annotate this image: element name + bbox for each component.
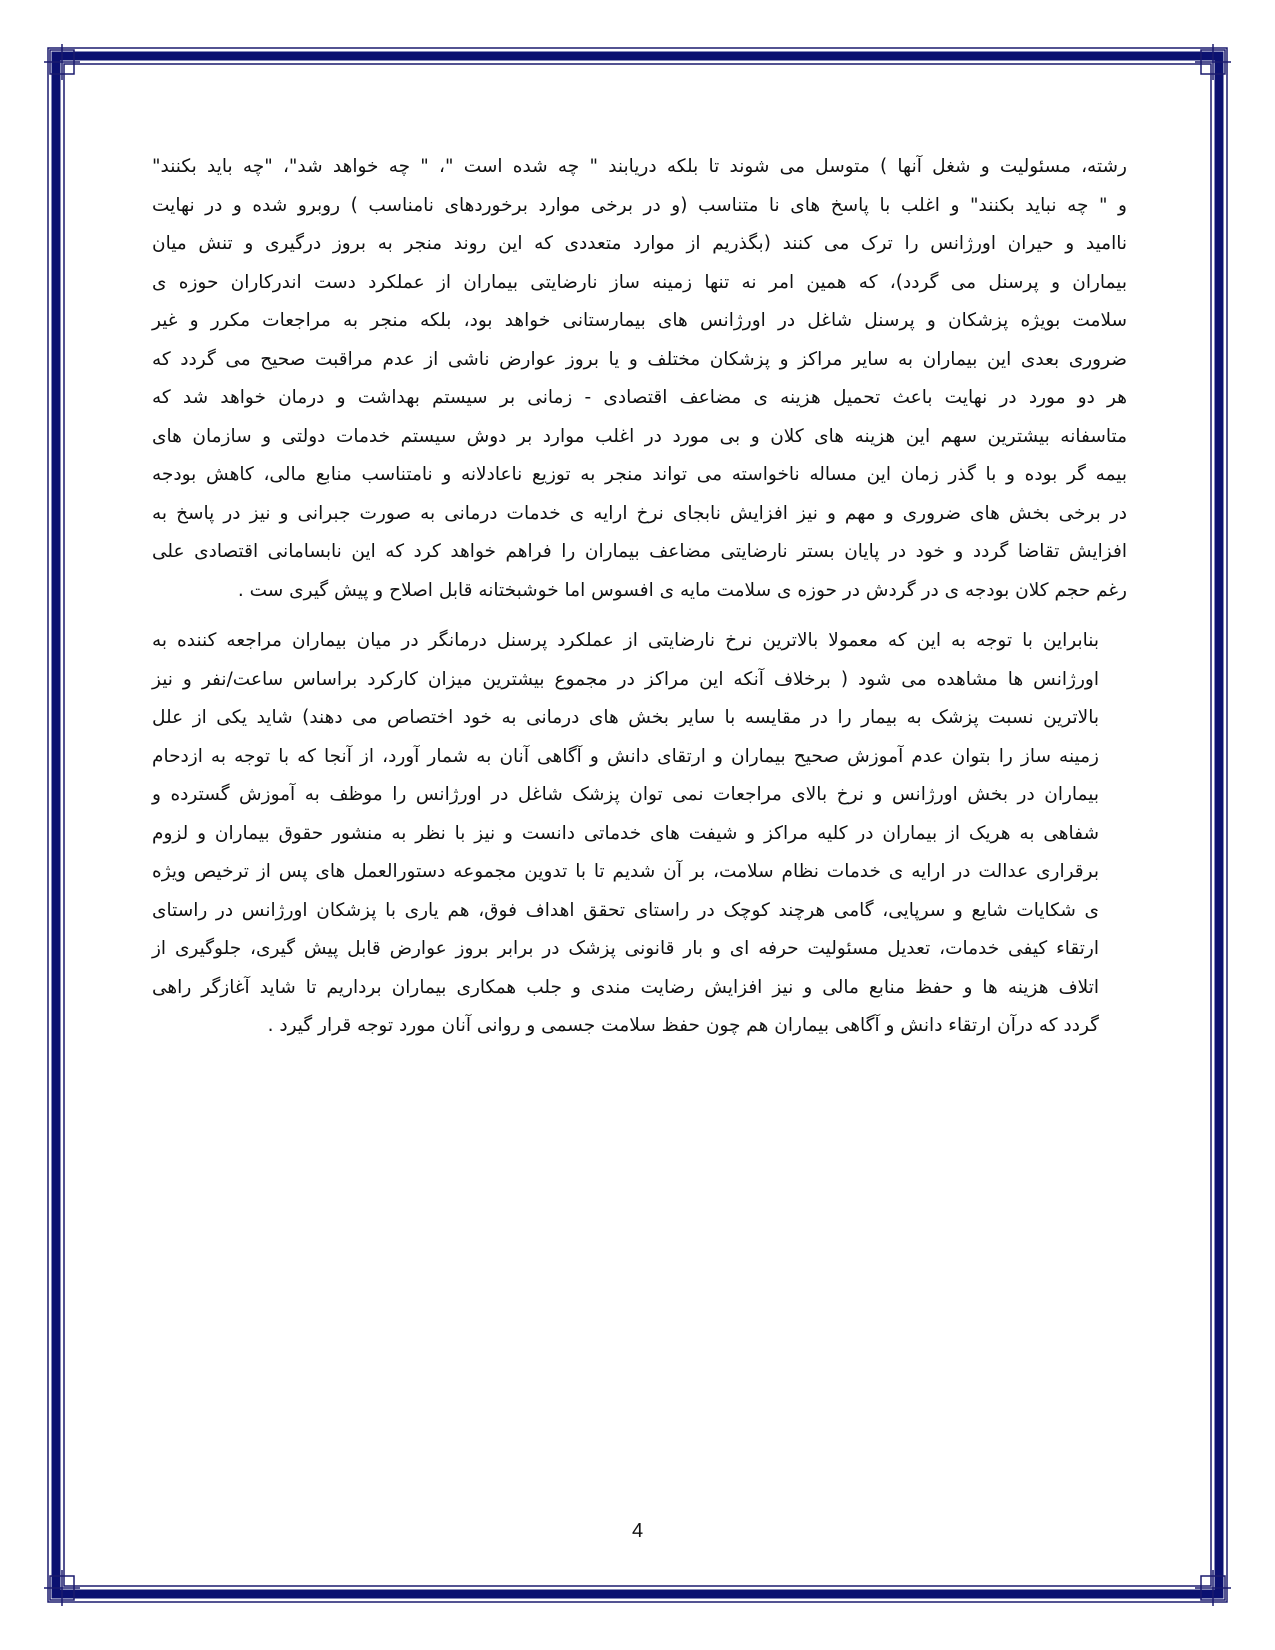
text-line: بالاترین نسبت پزشک به بیمار را در مقایسه با سایر بخش های درمانی به خود اختصاص می دهند) شاید یکی از علل	[152, 707, 1099, 728]
text-line: اتلاف هزینه ها و حفظ منابع مالی و نیز افزایش رضایت مندی و جلب همکاری بیماران برداریم تا شاید آغازگر راهی	[152, 976, 1099, 998]
text-line: افزایش تقاضا گردد و خود در پایان بستر نارضایتی مضاعف بیماران را فراهم خواهد کرد که این نابسامانی اقتصادی علی	[152, 541, 1127, 562]
text-line: شفاهی به هریک از بیماران در کلیه مراکز و شیفت های خدماتی دانست و نیز با نظر به منشور حقوق بیماران و لزوم	[152, 822, 1099, 844]
text-line: گردد که درآن ارتقاء دانش و آگاهی بیماران هم چون حفظ سلامت جسمی و روانی آنان مورد توجه قرار گیرد .	[267, 1015, 1099, 1036]
document-body	[152, 148, 1127, 1046]
page-number: 4	[631, 1520, 644, 1542]
text-line: متاسفانه بیشترین سهم این هزینه های کلان و بی مورد در اغلب موارد بر دوش سیستم خدمات دولتی و سازمان های	[152, 425, 1127, 447]
text-line: رغم حجم کلان بودجه ی در گردش در حوزه ی سلامت مایه ی افسوس اما خوشبختانه قابل اصلاح و پیش گیری ست .	[237, 579, 1127, 601]
text-line: بیمه گر بوده و با گذر زمان این مساله ناخواسته می تواند منجر به توزیع ناعادلانه و نامتناسب منابع مالی، کاهش بودجه	[152, 464, 1127, 485]
text-line: زمینه ساز را بتوان عدم آموزش صحیح بیماران و ارتقای دانش و آگاهی آنان به شمار آورد، از آنجا که با توجه به ازدحام	[152, 745, 1099, 767]
text-line: برقراری عدالت در ارایه ی خدمات نظام سلامت، بر آن شدیم تا با تدوین مجموعه دستورالعمل های پس از ترخیص ویژه	[152, 861, 1099, 882]
text-line: بنابراین با توجه به این که معمولا بالاترین نرخ نارضایتی از عملکرد پرسنل درمانگر در میان بیماران مراجعه کننده به	[152, 630, 1099, 651]
text-line: رشته، مسئولیت و شغل آنها ) متوسل می شوند تا بلکه دریابند " چه شده است "، " چه خواهد شد"، "چه باید بکنند"	[152, 156, 1127, 177]
text-line: در برخی بخش های ضروری و مهم و نیز افزایش نابجای نرخ ارایه ی خدمات درمانی به صورت جبرانی و نیز در پاسخ به	[152, 502, 1127, 524]
text-line: اورژانس ها مشاهده می شود ( برخلاف آنکه این مراکز در مجموع بیشترین میزان کارکرد براساس ساعت/نفر و نیز	[152, 668, 1099, 690]
text-line: بیماران در بخش اورژانس و نرخ بالای مراجعات نمی توان پزشک شاغل در اورژانس را موظف به آموزش گسترده و	[152, 784, 1099, 805]
text-line: هر دو مورد در نهایت باعث تحمیل هزینه ی مضاعف اقتصادی - زمانی بر سیستم بهداشت و درمان خواهد شد که	[152, 387, 1127, 408]
text-line: ضروری بعدی این بیماران به سایر مراکز و پزشکان مختلف و یا بروز عوارض ناشی از عدم مراقبت صحیح می گردد که	[152, 348, 1127, 370]
text-line: ناامید و حیران اورژانس را ترک می کنند (بگذریم از موارد متعددی که این روند منجر به بروز درگیری و تنش میان	[152, 233, 1127, 254]
text-line: و " چه نباید بکنند" و اغلب با پاسخ های نا متناسب (و در برخی موارد برخوردهای نامناسب ) روبرو شده و در نهایت	[152, 194, 1127, 216]
text-line: ی شکایات شایع و سرپایی، گامی هرچند کوچک در راستای تحقق اهداف فوق، هم یاری با پزشکان اورژانس در راستای	[152, 899, 1099, 921]
text-line: سلامت بویژه پزشکان و پرسنل شاغل در اورژانس های بیمارستانی خواهد بود، بلکه منجر به مراجعات مکرر و غیر	[152, 310, 1127, 331]
text-line: بیماران و پرسنل می گردد)، که همین امر نه تنها زمینه ساز نارضایتی بیماران از عملکرد دست اندرکاران حوزه ی	[152, 271, 1127, 293]
paragraph-2	[152, 622, 1127, 1046]
paragraph-1	[152, 148, 1127, 610]
text-line: ارتقاء کیفی خدمات، تعدیل مسئولیت حرفه ای و بار قانونی پزشک در برابر بروز عوارض قابل پیش گیری، جلوگیری از	[152, 938, 1099, 959]
